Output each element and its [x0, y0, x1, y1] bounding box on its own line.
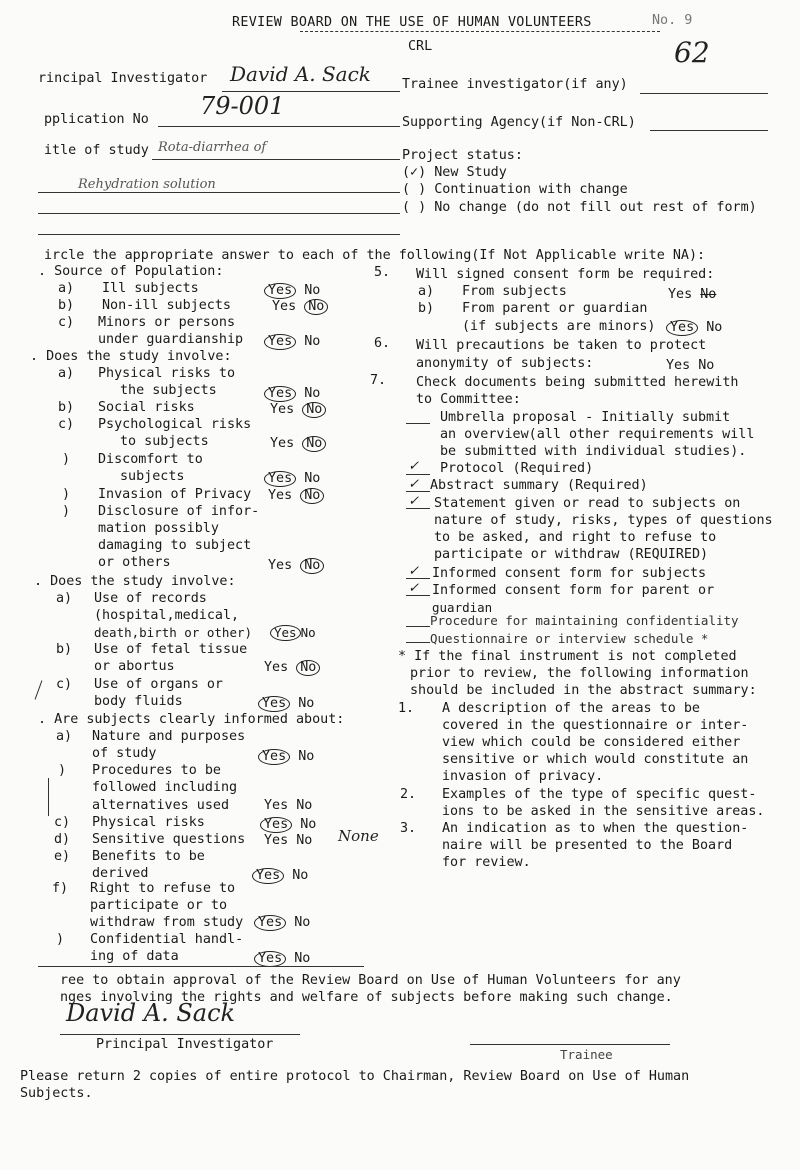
- item-label: a): [58, 366, 75, 381]
- answer-no[interactable]: No: [300, 625, 316, 640]
- answer-yes-circled[interactable]: Yes: [254, 915, 286, 931]
- answer-yes-circled[interactable]: Yes: [260, 817, 292, 833]
- item-label: ): [56, 932, 65, 947]
- form-org: CRL: [408, 39, 433, 54]
- answer-no-circled[interactable]: No: [302, 402, 326, 418]
- q-fetal-tissue: Use of fetal tissue: [94, 642, 248, 657]
- answer-yes[interactable]: Yes: [264, 833, 289, 848]
- pi-signature[interactable]: David A. Sack: [66, 999, 236, 1027]
- status-continuation[interactable]: ( ) Continuation with change: [402, 182, 628, 197]
- item-label: c): [58, 315, 75, 330]
- item-label: c): [56, 677, 73, 692]
- q-non-ill-subjects: Non-ill subjects: [102, 298, 231, 313]
- q-confidential-handling-cont: ing of data: [90, 949, 179, 964]
- section-3-heading: . Does the study involve:: [34, 574, 236, 589]
- q-benefits: Benefits to be: [92, 849, 205, 864]
- section-1-heading: . Source of Population:: [38, 264, 224, 279]
- doc-umbrella-cont1: an overview(all other requirements will: [440, 427, 755, 442]
- answer-yes[interactable]: Yes: [268, 558, 293, 573]
- check-mark-icon: ✓: [408, 459, 420, 474]
- form-title: REVIEW BOARD ON THE USE OF HUMAN VOLUNTEERS: [232, 15, 592, 30]
- form-number-stamp: No. 9: [652, 13, 693, 28]
- check-mark-icon: ✓: [408, 564, 420, 579]
- q-right-to-refuse-cont1: participate or to: [90, 898, 228, 913]
- application-number[interactable]: 79-001: [200, 92, 285, 120]
- answer-no-circled[interactable]: No: [302, 436, 326, 452]
- q-benefits-cont: derived: [92, 866, 149, 881]
- item-label: ): [62, 487, 71, 502]
- doc-consent-guardian[interactable]: Informed consent form for parent or: [432, 583, 715, 598]
- q-social-risks: Social risks: [98, 400, 195, 415]
- answer-no-circled[interactable]: No: [300, 558, 324, 574]
- item-label: ): [58, 763, 67, 778]
- answer-yes-circled[interactable]: Yes: [666, 320, 698, 336]
- note-item-3-cont1: naire will be presented to the Board: [442, 838, 733, 853]
- q-discomfort: Discomfort to: [98, 452, 203, 467]
- answer-no-circled[interactable]: No: [304, 299, 328, 315]
- item-label: c): [54, 815, 71, 830]
- q-minors: Minors or persons: [98, 315, 236, 330]
- agreement-text: ree to obtain approval of the Review Board on Use of Human Volunteers for any: [60, 973, 681, 988]
- q-discomfort-cont: subjects: [120, 469, 185, 484]
- q-disclosure-cont3: or others: [98, 555, 171, 570]
- return-instruction-cont: Subjects.: [20, 1086, 93, 1101]
- doc-confidentiality[interactable]: Procedure for maintaining confidentiality: [430, 613, 739, 628]
- doc-umbrella-cont2: be submitted with individual studies).: [440, 444, 747, 459]
- questionnaire-note-cont1: prior to review, the following information: [410, 666, 749, 681]
- note-item-number: 2.: [400, 787, 417, 802]
- section-5-number: 5.: [374, 265, 391, 280]
- q-anonymity-cont: anonymity of subjects:: [416, 356, 594, 371]
- q-anonymity: Will precautions be taken to protect: [416, 338, 707, 353]
- answer-yes[interactable]: Yes: [272, 299, 297, 314]
- answer-yes-circled[interactable]: Yes: [252, 868, 284, 884]
- q-procedures-cont2: alternatives used: [92, 798, 230, 813]
- questionnaire-note-cont2: should be included in the abstract summary:: [410, 683, 757, 698]
- doc-consent-subjects[interactable]: Informed consent form for subjects: [432, 566, 707, 581]
- answer-no[interactable]: No: [300, 817, 317, 832]
- doc-protocol[interactable]: Protocol (Required): [440, 461, 594, 476]
- doc-consent-guardian-cont: guardian: [432, 600, 493, 615]
- answer-no-circled[interactable]: No: [300, 488, 324, 504]
- trainee-label: Trainee investigator(if any): [402, 77, 628, 92]
- note-item-1-cont1: covered in the questionnaire or inter-: [442, 718, 749, 733]
- answer-yes-circled[interactable]: Yes: [254, 951, 286, 967]
- answer-yes-circled[interactable]: Yes: [264, 283, 296, 299]
- answer-yes-circled[interactable]: Yes: [258, 749, 290, 765]
- section-4-heading: . Are subjects clearly informed about:: [38, 712, 345, 727]
- study-title-line1[interactable]: Rota-diarrhea of: [158, 140, 267, 155]
- section-5-heading: Will signed consent form be required:: [416, 267, 715, 282]
- note-item-number: 3.: [400, 821, 417, 836]
- q-organs-fluids-cont: body fluids: [94, 694, 183, 709]
- answer-no[interactable]: No: [298, 696, 315, 711]
- item-label: ): [62, 504, 71, 519]
- note-item-1-cont4: invasion of privacy.: [442, 769, 604, 784]
- agreement-text-cont: nges involving the rights and welfare of subjects before making such change.: [60, 990, 673, 1005]
- doc-statement-cont2: to be asked, and right to refuse to: [434, 530, 717, 545]
- answer-no[interactable]: No: [294, 915, 311, 930]
- item-label: ): [62, 452, 71, 467]
- answer-yes[interactable]: Yes: [268, 488, 293, 503]
- item-label: a): [56, 729, 73, 744]
- q-disclosure-cont2: damaging to subject: [98, 538, 252, 553]
- return-instruction: Please return 2 copies of entire protocol to Chairman, Review Board on Use of Human: [20, 1069, 690, 1084]
- pi-label: rincipal Investigator: [38, 71, 208, 86]
- q-disclosure: Disclosure of infor-: [98, 504, 260, 519]
- check-mark-icon: ✓: [408, 581, 420, 596]
- answer-yes-circled[interactable]: Yes: [264, 334, 296, 350]
- trainee-signature-caption: Trainee: [560, 1047, 613, 1062]
- item-label: a): [58, 281, 75, 296]
- answer-no[interactable]: No: [298, 749, 315, 764]
- section-7-number: 7.: [370, 373, 387, 388]
- q-psychological-risks: Psychological risks: [98, 417, 252, 432]
- q-sensitive-questions: Sensitive questions: [92, 832, 246, 847]
- pi-signature-caption: Principal Investigator: [96, 1037, 274, 1052]
- answer-no-circled[interactable]: No: [296, 660, 320, 676]
- instruction-text: ircle the appropriate answer to each of the following(If Not Applicable write NA):: [44, 248, 706, 263]
- q-disclosure-cont1: mation possibly: [98, 521, 219, 536]
- note-item-number: 1.: [398, 701, 415, 716]
- answer-no[interactable]: No: [296, 833, 313, 848]
- item-label: d): [54, 832, 71, 847]
- doc-umbrella-proposal[interactable]: Umbrella proposal - Initially submit: [440, 410, 731, 425]
- q-documents-cont: to Committee:: [416, 392, 521, 407]
- q-minors-cont: under guardianship: [98, 332, 244, 347]
- item-label: a): [56, 591, 73, 606]
- answer-yes-circled[interactable]: Yes: [264, 471, 296, 487]
- answer-no-struck[interactable]: No: [700, 287, 717, 302]
- note-item-3: An indication as to when the question-: [442, 821, 749, 836]
- study-title-line2[interactable]: Rehydration solution: [78, 177, 216, 192]
- pi-value[interactable]: David A. Sack: [230, 62, 371, 86]
- answer-yes[interactable]: Yes: [270, 436, 295, 451]
- answer-no[interactable]: No: [294, 951, 311, 966]
- status-new-study[interactable]: (✓) New Study: [402, 165, 507, 180]
- q-procedures: Procedures to be: [92, 763, 221, 778]
- note-item-2-cont: ions to be asked in the sensitive areas.: [442, 804, 765, 819]
- answer-no[interactable]: No: [304, 471, 321, 486]
- q-physical-risks-cont: the subjects: [120, 383, 217, 398]
- answer-yes-circled[interactable]: Yes: [258, 696, 290, 712]
- project-status-label: Project status:: [402, 148, 523, 163]
- item-label: a): [418, 284, 435, 299]
- q-psychological-risks-cont: to subjects: [120, 434, 209, 449]
- answer-no[interactable]: No: [304, 334, 321, 349]
- doc-questionnaire[interactable]: Questionnaire or interview schedule *: [430, 631, 709, 646]
- q-documents: Check documents being submitted herewith: [416, 375, 739, 390]
- item-label: b): [58, 400, 75, 415]
- doc-abstract-summary[interactable]: Abstract summary (Required): [430, 478, 648, 493]
- answer-yes-circled[interactable]: Yes: [264, 386, 296, 402]
- q-invasion-privacy: Invasion of Privacy: [98, 487, 252, 502]
- section-2-heading: . Does the study involve:: [30, 349, 232, 364]
- answer-no[interactable]: No: [698, 358, 715, 373]
- note-item-1-cont3: sensitive or which would constitute an: [442, 752, 749, 767]
- q-organs-fluids: Use of organs or: [94, 677, 223, 692]
- q-use-of-records-cont1: (hospital,medical,: [94, 608, 240, 623]
- answer-yes[interactable]: Yes: [264, 798, 289, 813]
- status-no-change[interactable]: ( ) No change (do not fill out rest of form): [402, 200, 757, 215]
- answer-no[interactable]: No: [292, 868, 309, 883]
- answer-yes[interactable]: Yes: [270, 402, 295, 417]
- q-consent-subjects: From subjects: [462, 284, 567, 299]
- q-nature-purposes-cont: of study: [92, 746, 157, 761]
- doc-statement-cont3: participate or withdraw (REQUIRED): [434, 547, 709, 562]
- q-nature-purposes: Nature and purposes: [92, 729, 246, 744]
- item-label: b): [56, 642, 73, 657]
- note-item-3-cont2: for review.: [442, 855, 531, 870]
- application-label: pplication No: [44, 112, 149, 127]
- q-right-to-refuse: Right to refuse to: [90, 881, 236, 896]
- q-procedures-cont1: followed including: [92, 780, 238, 795]
- answer-yes[interactable]: Yes: [264, 660, 289, 675]
- q-confidential-handling: Confidential handl-: [90, 932, 244, 947]
- study-title-label: itle of study: [44, 143, 149, 158]
- reference-number: 62: [674, 36, 710, 69]
- check-mark-icon: ✓: [408, 477, 420, 492]
- item-label: f): [52, 881, 69, 896]
- item-label: b): [58, 298, 75, 313]
- questionnaire-note: * If the final instrument is not completed: [398, 649, 737, 664]
- item-label: b): [418, 301, 435, 316]
- handwritten-none-note: None: [338, 827, 379, 845]
- doc-statement[interactable]: Statement given or read to subjects on: [434, 496, 741, 511]
- note-item-2: Examples of the type of specific quest-: [442, 787, 757, 802]
- note-item-1: A description of the areas to be: [442, 701, 700, 716]
- q-physical-risks-informed: Physical risks: [92, 815, 205, 830]
- item-label: e): [54, 849, 71, 864]
- answer-yes-circled[interactable]: Yes: [270, 625, 301, 641]
- q-use-of-records-cont2: death,birth or other): [94, 625, 253, 640]
- q-ill-subjects: Ill subjects: [102, 281, 199, 296]
- item-label: c): [58, 417, 75, 432]
- q-fetal-tissue-cont: or abortus: [94, 659, 175, 674]
- agency-label: Supporting Agency(if Non-CRL): [402, 115, 636, 130]
- note-item-1-cont2: view which could be considered either: [442, 735, 741, 750]
- section-6-number: 6.: [374, 336, 391, 351]
- q-consent-guardian: From parent or guardian: [462, 301, 648, 316]
- doc-statement-cont1: nature of study, risks, types of questions: [434, 513, 773, 528]
- q-right-to-refuse-cont2: withdraw from study: [90, 915, 244, 930]
- q-physical-risks: Physical risks to: [98, 366, 236, 381]
- q-use-of-records: Use of records: [94, 591, 207, 606]
- answer-no[interactable]: No: [706, 320, 723, 335]
- q-consent-guardian-cont: (if subjects are minors): [462, 319, 656, 334]
- answer-no[interactable]: No: [304, 283, 321, 298]
- answer-no[interactable]: No: [296, 798, 313, 813]
- answer-yes[interactable]: Yes: [666, 358, 691, 373]
- answer-no[interactable]: No: [304, 386, 321, 401]
- answer-yes[interactable]: Yes: [668, 287, 693, 302]
- check-mark-icon: ✓: [408, 494, 420, 509]
